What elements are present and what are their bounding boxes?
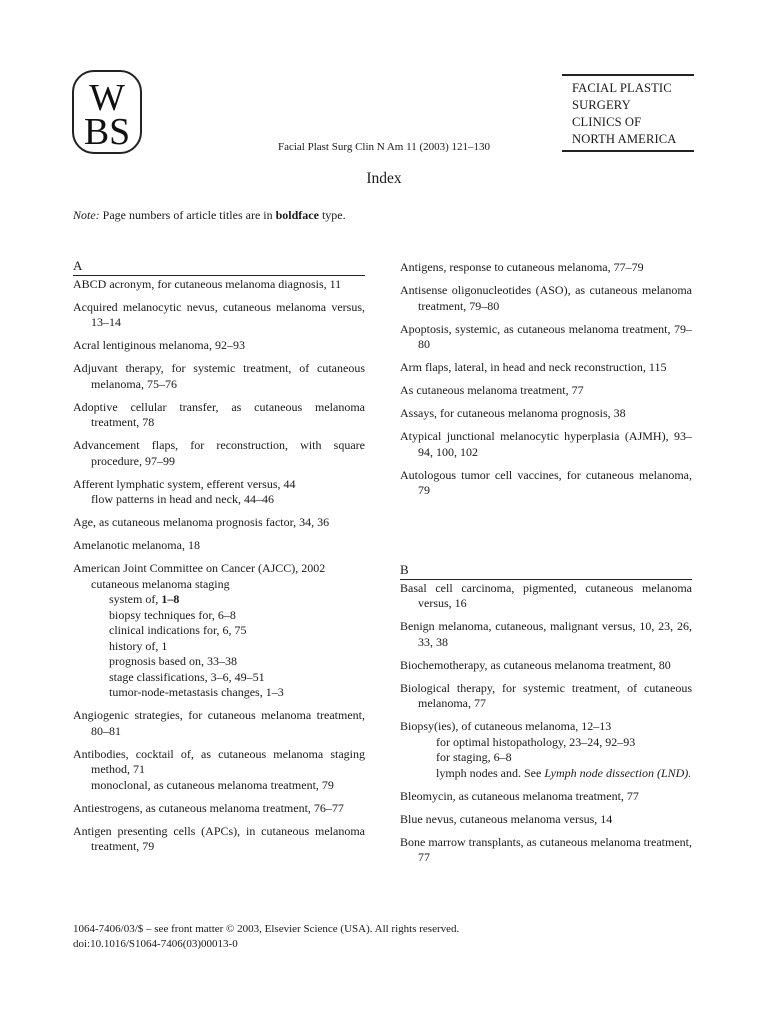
index-entry-main: American Joint Committee on Cancer (AJCC), 2002 — [73, 561, 326, 575]
index-entry: Antigens, response to cutaneous melanoma, 77–79 — [400, 260, 644, 274]
index-entry — [73, 561, 365, 701]
crossref-text: lymph nodes and. See — [436, 765, 545, 780]
subentry-text: system of, — [109, 592, 162, 606]
subentry-bold-pages: 1–8 — [161, 592, 180, 606]
index-entry: Antisense oligonucleotides (ASO), as cutaneous melanoma treatment, 79–80 — [400, 283, 692, 313]
index-column-left — [73, 258, 365, 862]
index-entry: Biochemotherapy, as cutaneous melanoma treatment, 80 — [400, 657, 671, 672]
index-subentry: biopsy techniques for, 6–8 — [109, 607, 236, 622]
index-entry: Acquired melanocytic nevus, cutaneous melanoma versus, 13–14 — [73, 299, 365, 329]
index-subentry: tumor-node-metastasis changes, 1–3 — [109, 685, 284, 699]
wbs-logo-icon — [74, 72, 140, 152]
note-bold: boldface — [275, 208, 319, 222]
index-entry-main: Biopsy(ies), of cutaneous melanoma, 12–13 — [400, 719, 612, 733]
copyright-footer — [73, 922, 459, 952]
index-note — [73, 208, 346, 223]
index-subentry: clinical indications for, 6, 75 — [109, 623, 247, 637]
index-entry: Benign melanoma, cutaneous, malignant versus, 10, 23, 26, 33, 38 — [400, 619, 692, 649]
journal-line: FACIAL PLASTIC — [572, 81, 672, 95]
index-entry: Angiogenic strategies, for cutaneous melanoma treatment, 80–81 — [73, 708, 365, 738]
index-entry: Biological therapy, for systemic treatment, of cutaneous melanoma, 77 — [400, 680, 692, 710]
index-entry: Adjuvant therapy, for systemic treatment, of cutaneous melanoma, 75–76 — [73, 361, 365, 391]
index-entry — [73, 477, 365, 508]
section-letter-b: B — [400, 562, 692, 580]
page-title: Index — [366, 170, 402, 187]
svg-text:BS: BS — [83, 111, 131, 152]
index-subentry-crossref — [418, 766, 692, 782]
index-subentry: flow patterns in head and neck, 44–46 — [91, 492, 274, 506]
index-entry: Bleomycin, as cutaneous melanoma treatment, 77 — [400, 788, 639, 803]
index-subentry: for optimal histopathology, 23–24, 92–93 — [436, 734, 636, 749]
citation: Facial Plast Surg Clin N Am 11 (2003) 121–130 — [277, 141, 491, 153]
index-entry: Blue nevus, cutaneous melanoma versus, 14 — [400, 811, 613, 826]
copyright-line: 1064-7406/03/$ – see front matter © 2003, Elsevier Science (USA). All rights reserved. — [73, 923, 460, 935]
index-entry: Basal cell carcinoma, pigmented, cutaneous melanoma versus, 16 — [400, 580, 692, 610]
svg-text:W: W — [89, 77, 125, 120]
index-subentry: cutaneous melanoma staging — [91, 576, 230, 591]
index-entry: Adoptive cellular transfer, as cutaneous melanoma treatment, 78 — [73, 399, 365, 429]
index-entry — [400, 719, 692, 781]
index-entry: Atypical junctional melanocytic hyperplasia (AJMH), 93–94, 100, 102 — [400, 429, 692, 459]
journal-line: SURGERY — [572, 98, 631, 112]
index-entry: Acral lentiginous melanoma, 92–93 — [73, 338, 245, 352]
section-gap — [400, 506, 692, 562]
note-text: Page numbers of article titles are in — [99, 208, 276, 222]
index-entry-main: Afferent lymphatic system, efferent versus, 44 — [73, 476, 296, 491]
index-entry: Amelanotic melanoma, 18 — [73, 538, 200, 552]
index-entry: As cutaneous melanoma treatment, 77 — [400, 383, 584, 397]
index-subentry: prognosis based on, 33–38 — [109, 654, 237, 668]
index-column-right — [400, 260, 692, 873]
journal-line: NORTH AMERICA — [572, 132, 677, 146]
index-entry: Advancement flaps, for reconstruction, with square procedure, 97–99 — [73, 438, 365, 468]
index-subentry: stage classifications, 3–6, 49–51 — [109, 669, 265, 684]
index-entry: Age, as cutaneous melanoma prognosis factor, 34, 36 — [73, 515, 330, 529]
index-entry-main: Antibodies, cocktail of, as cutaneous melanoma staging method, 71 — [73, 746, 365, 776]
index-subentry: monoclonal, as cutaneous melanoma treatment, 79 — [91, 777, 334, 792]
note-label: Note: — [73, 208, 100, 222]
index-entry — [73, 747, 365, 794]
index-entry: Autologous tumor cell vaccines, for cutaneous melanoma, 79 — [400, 467, 692, 497]
journal-rule-top — [562, 74, 694, 76]
doi-line: doi:10.1016/S1064-7406(03)00013-0 — [73, 938, 238, 950]
index-subentry: for staging, 6–8 — [436, 750, 512, 764]
index-subentry: history of, 1 — [109, 638, 168, 653]
index-entry: Bone marrow transplants, as cutaneous melanoma treatment, 77 — [400, 834, 692, 864]
index-entry: Arm flaps, lateral, in head and neck reconstruction, 115 — [400, 360, 667, 374]
index-entry: Antigen presenting cells (APCs), in cutaneous melanoma treatment, 79 — [73, 823, 365, 853]
journal-line: CLINICS OF — [572, 115, 642, 129]
note-text-end: type. — [318, 208, 346, 222]
crossref-italic: Lymph node dissection (LND). — [544, 765, 692, 780]
section-letter-a: A — [73, 258, 365, 276]
index-entry: Antiestrogens, as cutaneous melanoma treatment, 76–77 — [73, 800, 344, 815]
index-subentry-bold — [91, 592, 365, 608]
index-entry: ABCD acronym, for cutaneous melanoma diagnosis, 11 — [73, 276, 342, 291]
index-entry: Assays, for cutaneous melanoma prognosis, 38 — [400, 406, 626, 420]
index-entry: Apoptosis, systemic, as cutaneous melanoma treatment, 79–80 — [400, 321, 692, 351]
